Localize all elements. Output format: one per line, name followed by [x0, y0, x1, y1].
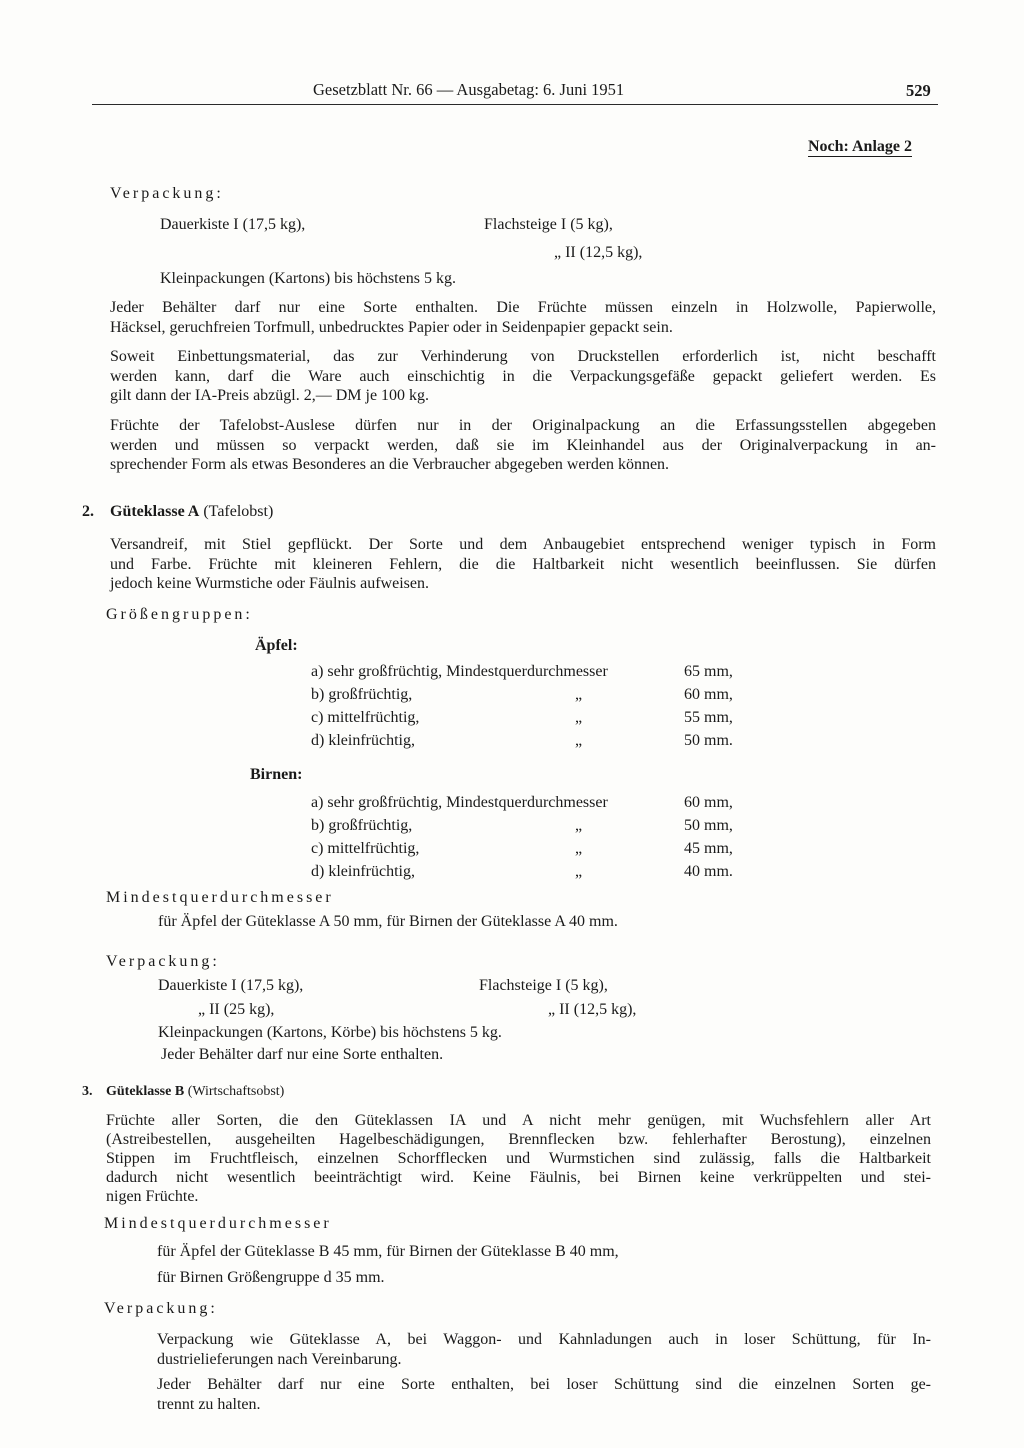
s2-flachsteige: Flachsteige I (5 kg),	[479, 977, 608, 994]
list-item-value: 60 mm,	[684, 686, 733, 703]
list-item-label: d) kleinfrüchtig,	[311, 732, 415, 749]
s3-mqd-label: Mindestquerdurchmesser	[104, 1215, 332, 1232]
ditto-mark: „	[575, 732, 583, 749]
page-number: 529	[906, 81, 931, 100]
s3-heading	[106, 1084, 284, 1100]
list-item-label: c) mittelfrüchtig,	[311, 840, 420, 857]
s2-jeder-behaelter: Jeder Behälter darf nur eine Sorte enthalten.	[161, 1046, 444, 1063]
ditto-mark: „	[575, 709, 583, 726]
text-line: Früchte aller Sorten, die den Güteklassen IA und A nicht mehr genügen, mit Wuchsfehlern aller Art	[106, 1112, 931, 1129]
s2-heading-rest: (Tafelobst)	[203, 503, 274, 520]
s1-verpackung-label: Verpackung:	[110, 185, 224, 202]
list-item-value: 45 mm,	[684, 840, 733, 857]
s2-description	[110, 535, 936, 594]
s2-number: 2.	[82, 503, 94, 520]
text-line: Verpackung wie Güteklasse A, bei Waggon- und Kahnladungen auch in loser Schüttung, für In-	[157, 1331, 931, 1348]
s2-mqd-text: für Äpfel der Güteklasse A 50 mm, für Birnen der Güteklasse A 40 mm.	[158, 913, 618, 930]
s2-verpackung-label: Verpackung:	[106, 953, 220, 970]
s2-dauerkiste-2: „ II (25 kg),	[198, 1001, 275, 1018]
text-line: Früchte der Tafelobst-Auslese dürfen nur in der Originalpackung an die Erfassungsstellen abgegeben	[110, 417, 936, 434]
ditto-mark: „	[575, 863, 583, 880]
s2-birnen-label: Birnen:	[250, 766, 303, 783]
annex-label	[808, 138, 912, 156]
text-line: werden und müssen so verpackt werden, daß sie im Kleinhandel aus der Originalverpackung in an-	[110, 436, 936, 454]
text-line: werden kann, darf die Ware auch einschichtig in die Verpackungsgefäße gepackt geliefert werden. Es	[110, 367, 936, 385]
list-item-value: 60 mm,	[684, 794, 733, 811]
list-item-label: d) kleinfrüchtig,	[311, 863, 415, 880]
text-line: Soweit Einbettungsmaterial, das zur Verhinderung von Druckstellen erforderlich ist, nicht beschafft	[110, 348, 936, 365]
list-item-value: 50 mm,	[684, 817, 733, 834]
list-item-value: 40 mm.	[684, 863, 733, 880]
s3-verpackung-paragraph-2	[157, 1375, 931, 1414]
s2-heading-bold: Güteklasse A	[110, 503, 200, 520]
s1-dauerkiste: Dauerkiste I (17,5 kg),	[160, 216, 306, 233]
s1-paragraph-3	[110, 416, 936, 475]
list-item-label: b) großfrüchtig,	[311, 686, 413, 703]
list-item-value: 55 mm,	[684, 709, 733, 726]
s2-aepfel-label: Äpfel:	[255, 637, 298, 654]
s3-verpackung-label: Verpackung:	[104, 1300, 218, 1317]
text-line: und Farbe. Früchte mit kleineren Fehlern, die die Haltbarkeit nicht wesentlich beeinflussen. Sie dürfen	[110, 555, 936, 573]
s2-dauerkiste: Dauerkiste I (17,5 kg),	[158, 977, 304, 994]
text-line: gilt dann der IA-Preis abzügl. 2,— DM je 100 kg.	[110, 387, 430, 404]
list-item-value: 50 mm.	[684, 732, 733, 749]
s2-groessen-label: Größengruppen:	[106, 606, 253, 623]
s3-description	[106, 1111, 931, 1206]
s3-verpackung-paragraph-1	[157, 1330, 931, 1369]
text-line: nigen Früchte.	[106, 1188, 199, 1205]
text-line: (Astreibestellen, ausgeheilten Hagelbeschädigungen, Brennflecken bzw. fehlerhafter Berostung), einzelnen	[106, 1131, 931, 1148]
header-rule	[92, 104, 938, 105]
s2-heading	[110, 502, 273, 521]
ditto-mark: „	[575, 817, 583, 834]
ditto-mark: „	[575, 686, 583, 703]
s1-kleinpackungen: Kleinpackungen (Kartons) bis höchstens 5 kg.	[160, 270, 456, 287]
text-line: sprechender Form als etwas Besonderes an die Verbraucher abgegeben werden können.	[110, 456, 670, 473]
text-line: Jeder Behälter darf nur eine Sorte enthalten, bei loser Schüttung sind die einzelnen Sorten ge-	[157, 1376, 931, 1393]
ditto-mark: „	[575, 840, 583, 857]
annex-label-text: Noch: Anlage 2	[808, 138, 912, 155]
text-line: Versandreif, mit Stiel gepflückt. Der Sorte und dem Anbaugebiet entsprechend weniger typisch in Form	[110, 536, 936, 553]
list-item-label: c) mittelfrüchtig,	[311, 709, 420, 726]
text-line: trennt zu halten.	[157, 1395, 261, 1413]
text-line: dadurch nicht wesentlich beeinträchtigt wird. Keine Fäulnis, bei Birnen keine verkrüppelten und stei-	[106, 1169, 931, 1186]
s1-flachsteige-2: „ II (12,5 kg),	[554, 244, 643, 261]
s1-paragraph-2	[110, 347, 936, 406]
s2-mqd-label: Mindestquerdurchmesser	[106, 889, 334, 906]
text-line: Stippen im Fruchtfleisch, einzelnen Schorfflecken und Wurmstichen sind zulässig, falls die Haltbarkeit	[106, 1150, 931, 1167]
list-item-label: b) großfrüchtig,	[311, 817, 413, 834]
s2-kleinpackungen: Kleinpackungen (Kartons, Körbe) bis höchstens 5 kg.	[158, 1024, 502, 1041]
s3-number: 3.	[82, 1084, 93, 1099]
s1-flachsteige: Flachsteige I (5 kg),	[484, 216, 613, 233]
list-item-label: a) sehr großfrüchtig, Mindestquerdurchmesser	[311, 794, 608, 811]
s1-paragraph-1	[110, 298, 936, 337]
s3-heading-rest: (Wirtschaftsobst)	[187, 1084, 285, 1099]
s3-mqd-line-1: für Äpfel der Güteklasse B 45 mm, für Birnen der Güteklasse B 40 mm,	[157, 1243, 619, 1260]
s3-mqd-line-2: für Birnen Größengruppe d 35 mm.	[157, 1269, 385, 1286]
list-item-label: a) sehr großfrüchtig, Mindestquerdurchmesser	[311, 663, 608, 680]
list-item-value: 65 mm,	[684, 663, 733, 680]
page-header-title: Gesetzblatt Nr. 66 — Ausgabetag: 6. Juni 1951	[313, 80, 625, 99]
s3-heading-bold: Güteklasse B	[106, 1084, 185, 1099]
s2-flachsteige-2: „ II (12,5 kg),	[548, 1001, 637, 1018]
text-line: jedoch keine Wurmstiche oder Fäulnis aufweisen.	[110, 575, 429, 592]
text-line: dustrielieferungen nach Vereinbarung.	[157, 1350, 402, 1368]
text-line: Häcksel, geruchfreien Torfmull, unbedrucktes Papier oder in Seidenpapier gepackt sein.	[110, 318, 673, 336]
text-line: Jeder Behälter darf nur eine Sorte enthalten. Die Früchte müssen einzeln in Holzwolle, Papierwolle,	[110, 299, 936, 316]
